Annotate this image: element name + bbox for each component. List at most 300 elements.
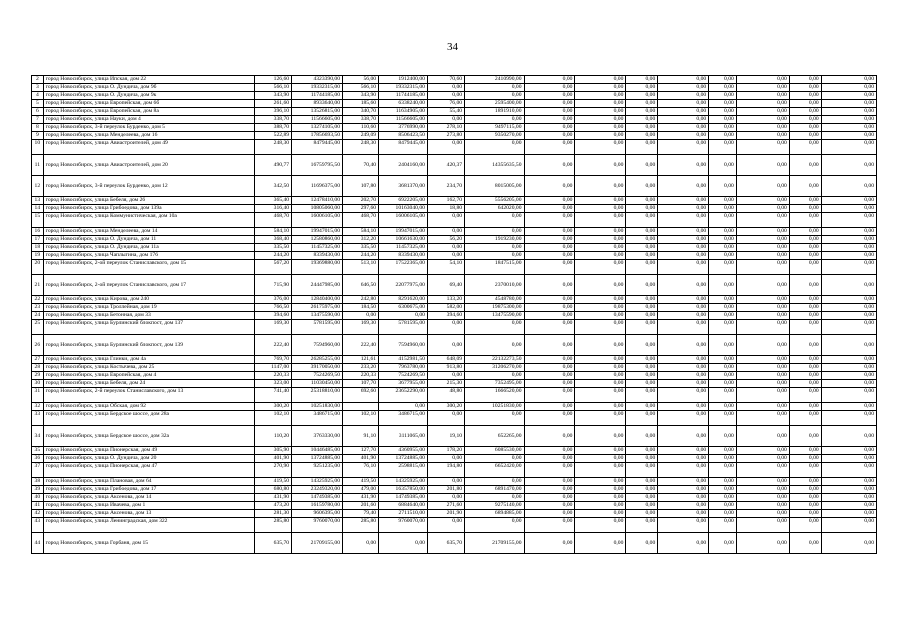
value-cell: 0,00 <box>736 455 789 463</box>
value-cell: 0,00 <box>709 411 737 426</box>
table-row <box>32 372 877 380</box>
value-cell: 0,00 <box>575 244 626 252</box>
value-cell: 582,00 <box>427 304 464 312</box>
value-cell: 0,00 <box>465 252 524 260</box>
value-cell: 0,00 <box>736 486 789 494</box>
value-cell: 0,00 <box>736 296 789 304</box>
value-cell: 0,00 <box>626 244 658 252</box>
value-cell: 0,00 <box>626 140 658 155</box>
value-cell: 0,00 <box>658 463 709 478</box>
value-cell: 0,00 <box>658 364 709 372</box>
value-cell: 0,00 <box>626 252 658 260</box>
value-cell: 0,00 <box>789 447 821 455</box>
value-cell: 479,00 <box>343 486 379 494</box>
value-cell: 31206270,00 <box>465 364 524 372</box>
table-row <box>32 388 877 403</box>
value-cell: 3486715,00 <box>292 411 343 426</box>
value-cell: 0,00 <box>736 140 789 155</box>
value-cell: 0,00 <box>789 296 821 304</box>
value-cell: 0,00 <box>821 76 876 84</box>
value-cell: 22077975,00 <box>379 275 428 296</box>
value-cell: 0,00 <box>658 510 709 518</box>
value-cell: 0,00 <box>524 176 575 197</box>
value-cell: 0,00 <box>524 260 575 275</box>
value-cell: 11744185,00 <box>292 92 343 100</box>
value-cell: 26175975,00 <box>292 304 343 312</box>
value-cell: 0,00 <box>626 275 658 296</box>
value-cell: 0,00 <box>524 502 575 510</box>
value-cell: 0,00 <box>658 403 709 411</box>
value-cell: 11566605,00 <box>292 116 343 124</box>
value-cell: 8339430,00 <box>379 252 428 260</box>
value-cell: 0,00 <box>709 494 737 502</box>
value-cell: 76,10 <box>343 463 379 478</box>
value-cell: 297,60 <box>343 205 379 213</box>
value-cell: 194,80 <box>427 463 464 478</box>
value-cell: 7963780,00 <box>379 364 428 372</box>
value-cell: 6300675,00 <box>379 304 428 312</box>
value-cell: 522,89 <box>254 132 291 140</box>
value-cell: 343,90 <box>254 92 291 100</box>
value-cell: 567,20 <box>254 260 291 275</box>
value-cell: 244,20 <box>254 252 291 260</box>
value-cell: 0,00 <box>789 455 821 463</box>
value-cell: 0,00 <box>575 356 626 364</box>
value-cell: 0,00 <box>465 84 524 92</box>
value-cell: 300,20 <box>254 403 291 411</box>
value-cell: 0,00 <box>736 510 789 518</box>
value-cell: 0,00 <box>465 478 524 486</box>
value-cell: 0,00 <box>626 356 658 364</box>
value-cell: 0,00 <box>736 518 789 533</box>
row-number: 22 <box>32 296 44 304</box>
address-cell: город Новосибирск, улица Авиастроителей, дом 49 <box>43 140 254 155</box>
value-cell: 0,00 <box>736 426 789 447</box>
row-number: 33 <box>32 411 44 426</box>
value-cell: 273,80 <box>427 132 464 140</box>
value-cell: 222,40 <box>254 335 291 356</box>
value-cell: 13526815,00 <box>292 108 343 116</box>
value-cell: 0,00 <box>658 132 709 140</box>
value-cell: 0,00 <box>709 502 737 510</box>
value-cell: 0,00 <box>709 205 737 213</box>
value-cell: 0,00 <box>821 205 876 213</box>
value-cell: 0,00 <box>465 411 524 426</box>
value-cell: 4323390,00 <box>292 76 343 84</box>
value-cell: 0,00 <box>626 364 658 372</box>
value-cell: 0,00 <box>709 463 737 478</box>
value-cell: 0,00 <box>379 312 428 320</box>
value-cell: 2404160,00 <box>379 155 428 176</box>
address-cell: город Новосибирск, улица Горбаня, дом 15 <box>43 533 254 554</box>
value-cell: 0,00 <box>709 364 737 372</box>
value-cell: 0,00 <box>709 478 737 486</box>
value-cell: 0,00 <box>524 335 575 356</box>
value-cell: 0,00 <box>575 252 626 260</box>
value-cell: 0,00 <box>575 411 626 426</box>
value-cell: 0,00 <box>524 388 575 403</box>
value-cell: 0,00 <box>789 108 821 116</box>
value-cell: 1147,00 <box>254 364 291 372</box>
value-cell: 0,00 <box>575 447 626 455</box>
table-row <box>32 533 877 554</box>
value-cell: 0,00 <box>821 197 876 205</box>
value-cell: 0,00 <box>709 533 737 554</box>
value-cell: 0,00 <box>821 213 876 228</box>
table-row <box>32 275 877 296</box>
value-cell: 0,00 <box>575 296 626 304</box>
value-cell: 0,00 <box>524 356 575 364</box>
value-cell: 17856693,50 <box>292 132 343 140</box>
value-cell: 7524269,50 <box>292 372 343 380</box>
value-cell: 692,60 <box>343 388 379 403</box>
value-cell: 5781595,00 <box>292 320 343 335</box>
value-cell: 248,30 <box>254 140 291 155</box>
value-cell: 10163040,00 <box>379 205 428 213</box>
value-cell: 0,00 <box>736 84 789 92</box>
value-cell: 0,00 <box>736 236 789 244</box>
value-cell: 0,00 <box>626 296 658 304</box>
value-cell: 0,00 <box>626 76 658 84</box>
value-cell: 2598815,00 <box>379 463 428 478</box>
value-cell: 48,80 <box>427 388 464 403</box>
value-cell: 0,00 <box>465 116 524 124</box>
value-cell: 126,60 <box>254 76 291 84</box>
value-cell: 0,00 <box>524 478 575 486</box>
table-row <box>32 447 877 455</box>
address-cell: город Новосибирск, улица О. Дундича, дом 11а <box>43 244 254 252</box>
value-cell: 0,00 <box>709 84 737 92</box>
value-cell: 220,33 <box>343 372 379 380</box>
value-cell: 0,00 <box>709 380 737 388</box>
address-cell: город Новосибирск, 2-ой переулок Станиславского, дом 17 <box>43 275 254 296</box>
value-cell: 0,00 <box>658 213 709 228</box>
data-table <box>31 75 877 554</box>
table-row <box>32 502 877 510</box>
row-number: 41 <box>32 502 44 510</box>
value-cell: 107,70 <box>343 380 379 388</box>
value-cell: 0,00 <box>427 411 464 426</box>
value-cell: 0,00 <box>658 304 709 312</box>
value-cell: 5556205,00 <box>465 197 524 205</box>
value-cell: 0,00 <box>626 176 658 197</box>
value-cell: 10446485,00 <box>292 447 343 455</box>
value-cell: 0,00 <box>626 84 658 92</box>
address-cell: город Новосибирск, улица Аксенова, дом 14 <box>43 494 254 502</box>
value-cell: 0,00 <box>789 411 821 426</box>
value-cell: 0,00 <box>736 228 789 236</box>
value-cell: 342,50 <box>254 176 291 197</box>
table-row <box>32 335 877 356</box>
value-cell: 0,00 <box>465 372 524 380</box>
value-cell: 0,00 <box>575 510 626 518</box>
value-cell: 635,70 <box>254 533 291 554</box>
value-cell: 0,00 <box>575 92 626 100</box>
address-cell: город Новосибирск, улица Троллейная, дом 19 <box>43 304 254 312</box>
address-cell: город Новосибирск, 3-й переулок Бурденко, дом 12 <box>43 176 254 197</box>
value-cell: 0,00 <box>524 304 575 312</box>
value-cell: 0,00 <box>789 388 821 403</box>
value-cell: 0,00 <box>465 140 524 155</box>
value-cell: 0,00 <box>736 533 789 554</box>
value-cell: 10661630,00 <box>379 236 428 244</box>
value-cell: 23652290,00 <box>379 388 428 403</box>
value-cell: 0,00 <box>736 380 789 388</box>
value-cell: 76,00 <box>427 100 464 108</box>
value-cell: 0,00 <box>789 380 821 388</box>
row-number: 15 <box>32 213 44 228</box>
row-number: 19 <box>32 252 44 260</box>
value-cell: 2711510,00 <box>379 510 428 518</box>
value-cell: 0,00 <box>789 486 821 494</box>
table-row <box>32 356 877 364</box>
address-cell: город Новосибирск, улица Обская, дом 92 <box>43 403 254 411</box>
value-cell: 419,50 <box>343 478 379 486</box>
row-number: 37 <box>32 463 44 478</box>
table-row <box>32 380 877 388</box>
value-cell: 0,00 <box>626 100 658 108</box>
value-cell: 0,00 <box>658 411 709 426</box>
value-cell: 91,10 <box>343 426 379 447</box>
value-cell: 0,00 <box>709 320 737 335</box>
value-cell: 0,00 <box>736 100 789 108</box>
value-cell: 584,10 <box>254 228 291 236</box>
address-cell: город Новосибирск, улица Бердское шоссе, дом 28а <box>43 411 254 426</box>
value-cell: 0,00 <box>789 197 821 205</box>
value-cell: 0,00 <box>709 197 737 205</box>
row-number: 11 <box>32 155 44 176</box>
value-cell: 0,00 <box>626 447 658 455</box>
value-cell: 4548780,00 <box>465 296 524 304</box>
value-cell: 285,80 <box>343 518 379 533</box>
value-cell: 0,00 <box>821 228 876 236</box>
value-cell: 7352495,00 <box>465 380 524 388</box>
value-cell: 0,00 <box>575 140 626 155</box>
value-cell: 3681370,00 <box>379 176 428 197</box>
value-cell: 9760070,00 <box>379 518 428 533</box>
value-cell: 0,00 <box>789 84 821 92</box>
value-cell: 0,00 <box>575 372 626 380</box>
value-cell: 1891910,00 <box>465 108 524 116</box>
value-cell: 11566605,00 <box>379 116 428 124</box>
value-cell: 0,00 <box>575 320 626 335</box>
value-cell: 0,00 <box>789 502 821 510</box>
value-cell: 0,00 <box>709 335 737 356</box>
value-cell: 365,40 <box>254 197 291 205</box>
value-cell: 0,00 <box>575 155 626 176</box>
value-cell: 0,00 <box>658 116 709 124</box>
value-cell: 0,00 <box>789 252 821 260</box>
value-cell: 513,10 <box>343 260 379 275</box>
value-cell: 0,00 <box>626 132 658 140</box>
value-cell: 0,00 <box>736 411 789 426</box>
value-cell: 0,00 <box>524 205 575 213</box>
value-cell: 19369880,00 <box>292 260 343 275</box>
value-cell: 300,20 <box>427 403 464 411</box>
value-cell: 0,00 <box>575 518 626 533</box>
value-cell: 16357850,00 <box>379 486 428 494</box>
address-cell: город Новосибирск, улица Менделеева, дом 16 <box>43 132 254 140</box>
value-cell: 0,00 <box>709 140 737 155</box>
value-cell: 9497115,00 <box>465 124 524 132</box>
value-cell: 0,00 <box>736 108 789 116</box>
value-cell: 566,10 <box>343 84 379 92</box>
value-cell: 0,00 <box>736 213 789 228</box>
value-cell: 0,00 <box>427 252 464 260</box>
value-cell: 19332315,00 <box>379 84 428 92</box>
row-number: 6 <box>32 108 44 116</box>
address-cell: город Новосибирск, улица Бебеля, дом 24 <box>43 380 254 388</box>
row-number: 5 <box>32 100 44 108</box>
value-cell: 0,00 <box>575 426 626 447</box>
value-cell: 0,00 <box>789 205 821 213</box>
value-cell: 0,00 <box>575 304 626 312</box>
value-cell: 0,00 <box>524 228 575 236</box>
value-cell: 6652420,00 <box>465 463 524 478</box>
value-cell: 0,00 <box>524 76 575 84</box>
address-cell: город Новосибирск, 2-ой переулок Станиславского, дом 15 <box>43 260 254 275</box>
value-cell: 0,00 <box>709 426 737 447</box>
value-cell: 9760070,00 <box>292 518 343 533</box>
row-number: 7 <box>32 116 44 124</box>
address-cell: город Новосибирск, улица Коммунистическая, дом 10а <box>43 213 254 228</box>
value-cell: 0,00 <box>709 108 737 116</box>
value-cell: 102,10 <box>343 411 379 426</box>
table-row <box>32 108 877 116</box>
row-number: 42 <box>32 510 44 518</box>
value-cell: 24447985,00 <box>292 275 343 296</box>
table-row <box>32 244 877 252</box>
value-cell: 312,20 <box>343 236 379 244</box>
row-number: 38 <box>32 478 44 486</box>
value-cell: 12580860,00 <box>292 236 343 244</box>
value-cell: 0,00 <box>626 372 658 380</box>
value-cell: 6922205,00 <box>379 197 428 205</box>
value-cell: 0,00 <box>575 312 626 320</box>
value-cell: 0,00 <box>575 364 626 372</box>
value-cell: 0,00 <box>427 494 464 502</box>
value-cell: 0,00 <box>736 92 789 100</box>
value-cell: 0,00 <box>736 478 789 486</box>
value-cell: 0,00 <box>789 478 821 486</box>
value-cell: 0,00 <box>658 320 709 335</box>
value-cell: 3486715,00 <box>379 411 428 426</box>
row-number: 30 <box>32 380 44 388</box>
row-number: 36 <box>32 455 44 463</box>
row-number: 20 <box>32 260 44 275</box>
value-cell: 0,00 <box>709 236 737 244</box>
value-cell: 0,00 <box>626 463 658 478</box>
value-cell: 0,00 <box>575 197 626 205</box>
address-cell: город Новосибирск, улица О. Дундича, дом 9к <box>43 92 254 100</box>
value-cell: 70,60 <box>427 76 464 84</box>
row-number: 16 <box>32 228 44 236</box>
value-cell: 0,00 <box>709 260 737 275</box>
value-cell: 0,00 <box>658 205 709 213</box>
value-cell: 0,00 <box>626 124 658 132</box>
row-number: 8 <box>32 124 44 132</box>
value-cell: 0,00 <box>626 92 658 100</box>
value-cell: 0,00 <box>658 236 709 244</box>
value-cell: 1919230,00 <box>465 236 524 244</box>
value-cell: 394,60 <box>254 312 291 320</box>
value-cell: 0,00 <box>524 236 575 244</box>
value-cell: 121,61 <box>343 356 379 364</box>
value-cell: 110,60 <box>343 124 379 132</box>
value-cell: 646,50 <box>343 275 379 296</box>
value-cell: 913,80 <box>427 364 464 372</box>
table-row <box>32 494 877 502</box>
value-cell: 16159780,00 <box>292 502 343 510</box>
row-number: 10 <box>32 140 44 155</box>
value-cell: 0,00 <box>524 124 575 132</box>
value-cell: 70,40 <box>343 155 379 176</box>
value-cell: 0,00 <box>709 252 737 260</box>
value-cell: 0,00 <box>658 356 709 364</box>
value-cell: 0,00 <box>789 176 821 197</box>
value-cell: 0,00 <box>575 403 626 411</box>
value-cell: 0,00 <box>709 296 737 304</box>
value-cell: 0,00 <box>524 108 575 116</box>
table-row <box>32 213 877 228</box>
address-cell: город Новосибирск, улица Бебеля, дом 26 <box>43 197 254 205</box>
value-cell: 0,00 <box>821 92 876 100</box>
value-cell: 0,00 <box>575 176 626 197</box>
value-cell: 271,60 <box>427 502 464 510</box>
value-cell: 14325925,00 <box>292 478 343 486</box>
value-cell: 0,00 <box>789 92 821 100</box>
value-cell: 0,00 <box>736 260 789 275</box>
value-cell: 0,00 <box>821 124 876 132</box>
value-cell: 0,00 <box>465 244 524 252</box>
table-row <box>32 197 877 205</box>
value-cell: 8479445,00 <box>292 140 343 155</box>
value-cell: 169,30 <box>343 320 379 335</box>
value-cell: 0,00 <box>736 116 789 124</box>
value-cell: 335,50 <box>343 244 379 252</box>
value-cell: 0,00 <box>658 478 709 486</box>
value-cell: 715,90 <box>254 275 291 296</box>
value-cell: 0,00 <box>465 213 524 228</box>
address-cell: город Новосибирск, улица Науки, дом 4 <box>43 116 254 124</box>
value-cell: 0,00 <box>626 320 658 335</box>
value-cell: 0,00 <box>575 205 626 213</box>
value-cell: 0,00 <box>658 155 709 176</box>
row-number: 2 <box>32 76 44 84</box>
value-cell: 0,00 <box>821 236 876 244</box>
value-cell: 0,00 <box>575 116 626 124</box>
value-cell: 102,10 <box>254 411 291 426</box>
value-cell: 19875300,00 <box>465 304 524 312</box>
value-cell: 0,00 <box>626 312 658 320</box>
value-cell: 0,00 <box>343 312 379 320</box>
value-cell: 55,40 <box>427 108 464 116</box>
value-cell: 0,00 <box>626 335 658 356</box>
value-cell: 0,00 <box>736 244 789 252</box>
value-cell: 0,00 <box>821 447 876 455</box>
value-cell: 0,00 <box>709 213 737 228</box>
value-cell: 0,00 <box>524 244 575 252</box>
value-cell: 0,00 <box>427 320 464 335</box>
value-cell: 185,60 <box>343 100 379 108</box>
value-cell: 110,20 <box>254 426 291 447</box>
row-number: 32 <box>32 403 44 411</box>
value-cell: 0,00 <box>709 228 737 236</box>
value-cell: 0,00 <box>821 518 876 533</box>
value-cell: 8933640,00 <box>292 100 343 108</box>
value-cell <box>343 403 379 411</box>
value-cell: 0,00 <box>709 76 737 84</box>
